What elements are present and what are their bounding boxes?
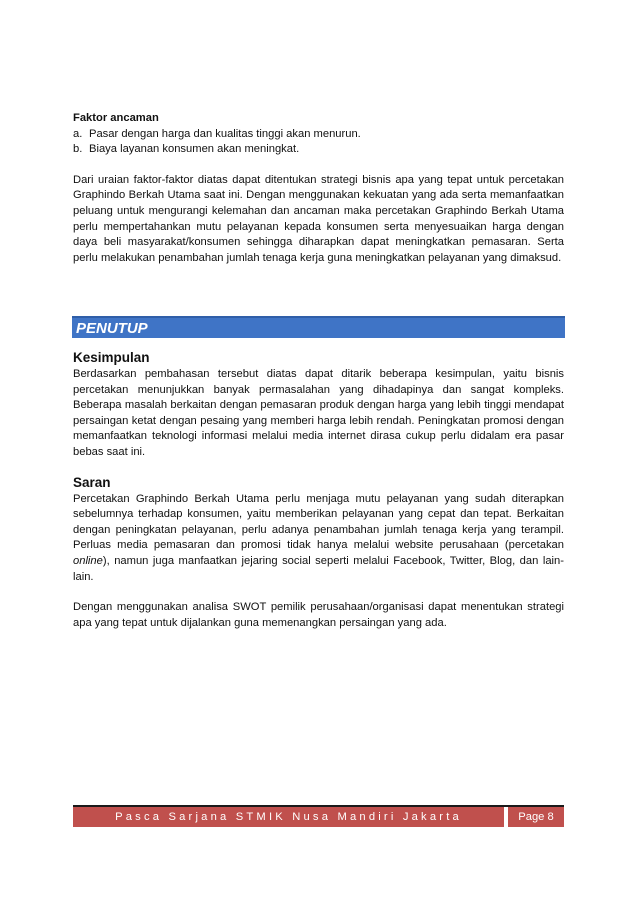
conclusion-heading: Kesimpulan [73,350,150,365]
footer-institution: Pasca Sarjana STMIK Nusa Mandiri Jakarta [73,807,504,827]
list-item [73,127,564,143]
page-footer [73,805,564,829]
list-marker: a. [73,127,83,140]
suggestion-paragraph [73,492,564,586]
threats-heading: Faktor ancaman [73,112,159,124]
closing-paragraph: Dengan menggunakan analisa SWOT pemilik perusahaan/organisasi dapat menentukan strategi apa yang tepat untuk dijalankan guna memenangkan persaingan yang ada. [73,601,564,629]
list-item-text: Pasar dengan harga dan kualitas tinggi akan menurun. [89,127,361,140]
suggestion-text-part1: Percetakan Graphindo Berkah Utama perlu menjaga mutu pelayanan yang sudah diterapkan sebelumnya terhadap konsumen, yaitu memberikan pelayanan yang cepat dan tepat. Berkaitan dengan peningkatan pelayanan, perlu adanya penambahan jumlah tenaga kerja yang terampil. Perluas media pemasaran dan promosi tidak hanya melalui website perusahaan (percetakan [73,492,564,552]
threats-list [73,127,564,158]
threats-paragraph: Dari uraian faktor-faktor diatas dapat ditentukan strategi bisnis apa yang tepat untuk percetakan Graphindo Berkah Utama saat ini. Dengan menggunakan kekuatan yang ada serta memanfaatkan peluang untuk mengurangi kelemahan dan ancaman maka percetakan Graphindo Berkah Utama perlu mempertahankan mutu pelayanan kepada konsumen serta menyesuaikan harga dengan daya beli masyarakat/konsumen sehingga diharapkan dapat meningkatkan pemasaran. Serta perlu melakukan penambahan jumlah tenaga kerja guna meningkatkan pelayanan yang dimaksud. [73,173,564,264]
suggestion-text-part2: ), namun juga manfaatkan jejaring social seperti melalui Facebook, Twitter, Blog, dan lain-lain. [73,554,564,583]
suggestion-heading: Saran [73,474,111,490]
section-title-bar: PENUTUP [72,316,565,338]
list-item-text: Biaya layanan konsumen akan meningkat. [89,143,300,156]
conclusion-paragraph: Berdasarkan pembahasan tersebut diatas dapat ditarik beberapa kesimpulan, yaitu bisnis percetakan menunjukkan banyak permasalahan yang dihadapinya dan sangat kompleks. Beberapa masalah berkaitan dengan pemasaran produk dengan harga yang lebih tinggi mendapat persaingan ketat dengan pesaing yang memberi harga lebih rendah. Peningkatan promosi dengan memanfaatkan teknologi informasi melalui media internet dirasa cukup perlu didalam era pasar bebas saat ini. [73,368,564,458]
list-item [73,142,564,158]
suggestion-text-italic: online [73,554,103,567]
closing-block [73,349,564,631]
threats-block [73,111,564,266]
footer-page-number: Page 8 [508,807,564,827]
list-marker: b. [73,143,83,156]
